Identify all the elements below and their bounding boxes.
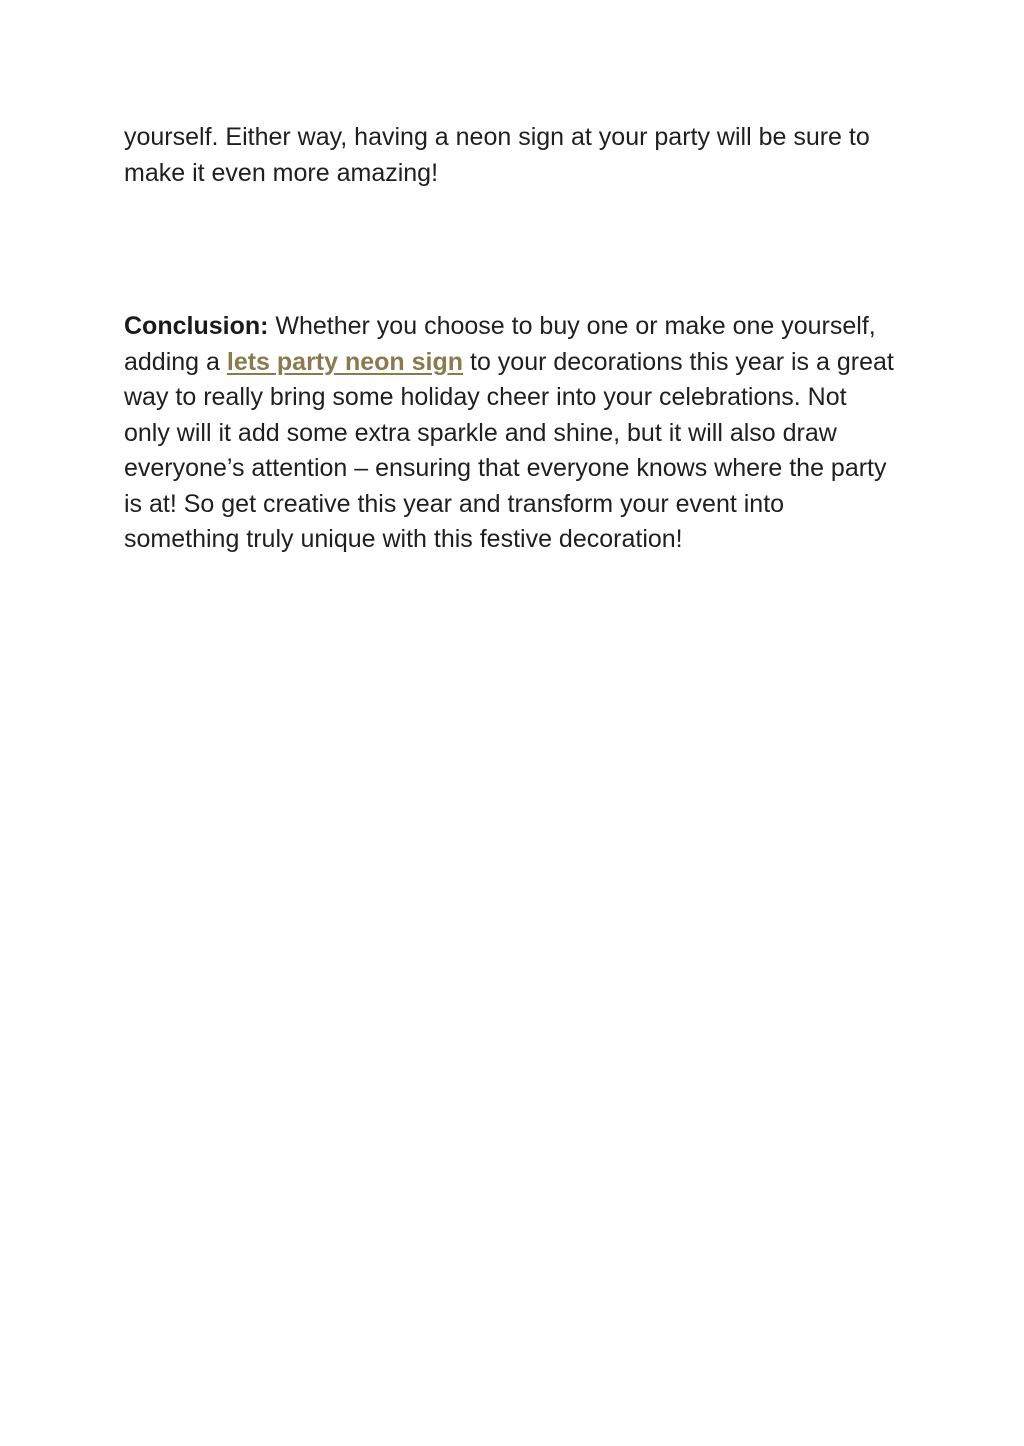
paragraph-spacer bbox=[124, 191, 894, 309]
conclusion-paragraph bbox=[124, 309, 894, 558]
lets-party-neon-sign-link[interactable]: lets party neon sign bbox=[226, 347, 464, 376]
document-body bbox=[124, 120, 894, 558]
conclusion-text-after-link: to your decorations this year is a great way to really bring some holiday cheer into your celebrations. Not only will it add some extra sparkle and shine, but it will also draw everyone’s attention – ensuring that everyone knows where the party is at! So get creative this year and transform your event into something truly unique with this festive decoration! bbox=[124, 347, 894, 553]
intro-paragraph: yourself. Either way, having a neon sign at your party will be sure to make it even more amazing! bbox=[124, 123, 870, 187]
conclusion-text-before-link: Whether you choose to buy one or make one yourself, adding a bbox=[124, 312, 876, 376]
conclusion-label: Conclusion: bbox=[124, 312, 269, 340]
